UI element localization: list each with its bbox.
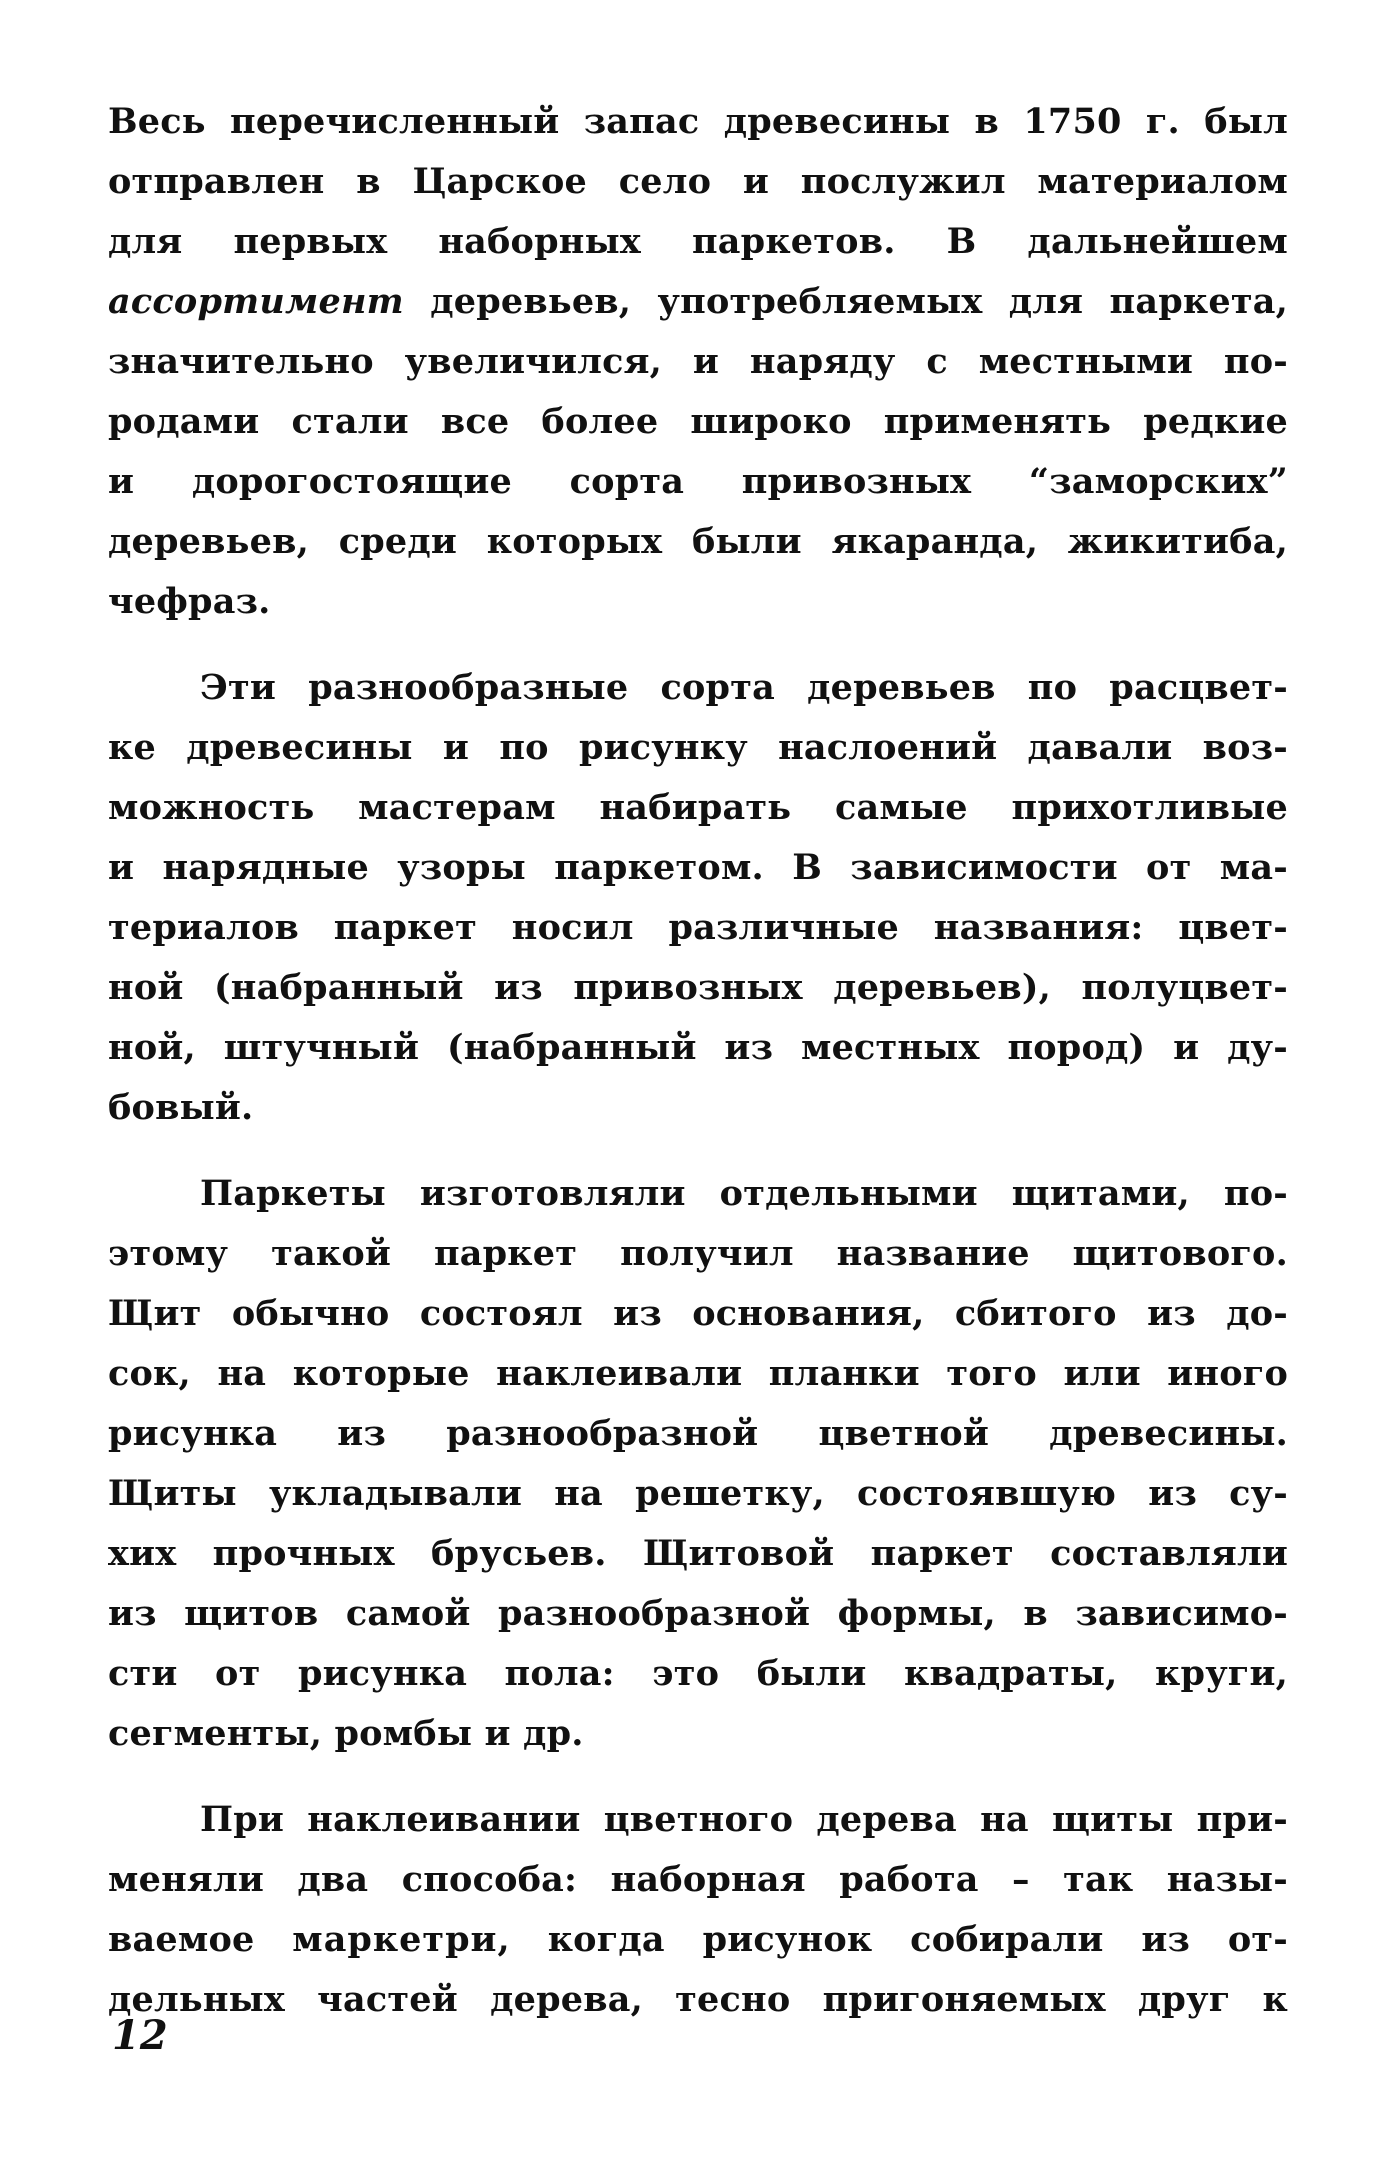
text-line: Щиты укладывали на решетку, состоявшую из су- — [108, 1473, 1288, 1514]
text-line: рисунка из разнообразной цветной древесины. — [108, 1413, 1288, 1454]
text-line: сегменты, ромбы и др. — [108, 1713, 584, 1754]
text-line: можность мастерам набирать самые прихотливые — [108, 787, 1288, 828]
text-line: меняли два способа: наборная работа – так назы- — [108, 1859, 1288, 1900]
text-line: ке древесины и по рисунку наслоений давали воз- — [108, 727, 1288, 768]
text-line: деревьев, среди которых были якаранда, жикитиба, — [108, 521, 1288, 562]
paragraph-gap — [108, 632, 1288, 658]
text-line: При наклеивании цветного дерева на щиты при- — [200, 1799, 1288, 1840]
body-text — [108, 92, 1288, 2030]
text-line: Паркеты изготовляли отдельными щитами, по- — [200, 1173, 1288, 1214]
text-line: этому такой паркет получил название щитового. — [108, 1233, 1288, 1274]
bold-term: маркетри — [292, 1919, 498, 1960]
text-line: ной (набранный из привозных деревьев), полуцвет- — [108, 967, 1288, 1008]
text-run: , когда рисунок собирали из от- — [497, 1919, 1288, 1960]
paragraph-4 — [108, 1790, 1288, 2030]
paragraph-2 — [108, 658, 1288, 1138]
text-line: Щит обычно состоял из основания, сбитого из до- — [108, 1293, 1288, 1334]
text-line: Весь перечисленный запас древесины в 1750 г. был — [108, 101, 1288, 142]
paragraph-gap — [108, 1138, 1288, 1164]
text-line: териалов паркет носил различные названия: цвет- — [108, 907, 1288, 948]
text-line: сок, на которые наклеивали планки того или иного — [108, 1353, 1288, 1394]
text-line: сти от рисунка пола: это были квадраты, круги, — [108, 1653, 1288, 1694]
text-line — [108, 272, 1288, 332]
text-line: хих прочных брусьев. Щитовой паркет составляли — [108, 1533, 1288, 1574]
paragraph-gap — [108, 1764, 1288, 1790]
text-line: из щитов самой разнообразной формы, в зависимо- — [108, 1593, 1288, 1634]
text-line: и нарядные узоры паркетом. В зависимости от ма- — [108, 847, 1288, 888]
text-line: бовый. — [108, 1087, 254, 1128]
text-line: Эти разнообразные сорта деревьев по расцвет- — [200, 667, 1288, 708]
text-line: чефраз. — [108, 581, 271, 622]
paragraph-1 — [108, 92, 1288, 632]
paragraph-3 — [108, 1164, 1288, 1764]
italic-term: ассортимент — [108, 281, 404, 322]
text-line: дельных частей дерева, тесно пригоняемых друг к — [108, 1979, 1288, 2020]
text-run: деревьев, употребляемых для паркета, — [403, 281, 1288, 322]
text-line: для первых наборных паркетов. В дальнейшем — [108, 221, 1288, 262]
text-line: значительно увеличился, и наряду с местными по- — [108, 341, 1288, 382]
text-line: отправлен в Царское село и послужил материалом — [108, 161, 1288, 202]
text-line: ной, штучный (набранный из местных пород) и ду- — [108, 1027, 1288, 1068]
text-line: родами стали все более широко применять редкие — [108, 401, 1288, 442]
page-number: 12 — [112, 2012, 168, 2059]
text-run: ваемое — [108, 1919, 293, 1960]
text-line — [108, 1910, 1288, 1970]
text-line: и дорогостоящие сорта привозных “заморских” — [108, 461, 1288, 502]
